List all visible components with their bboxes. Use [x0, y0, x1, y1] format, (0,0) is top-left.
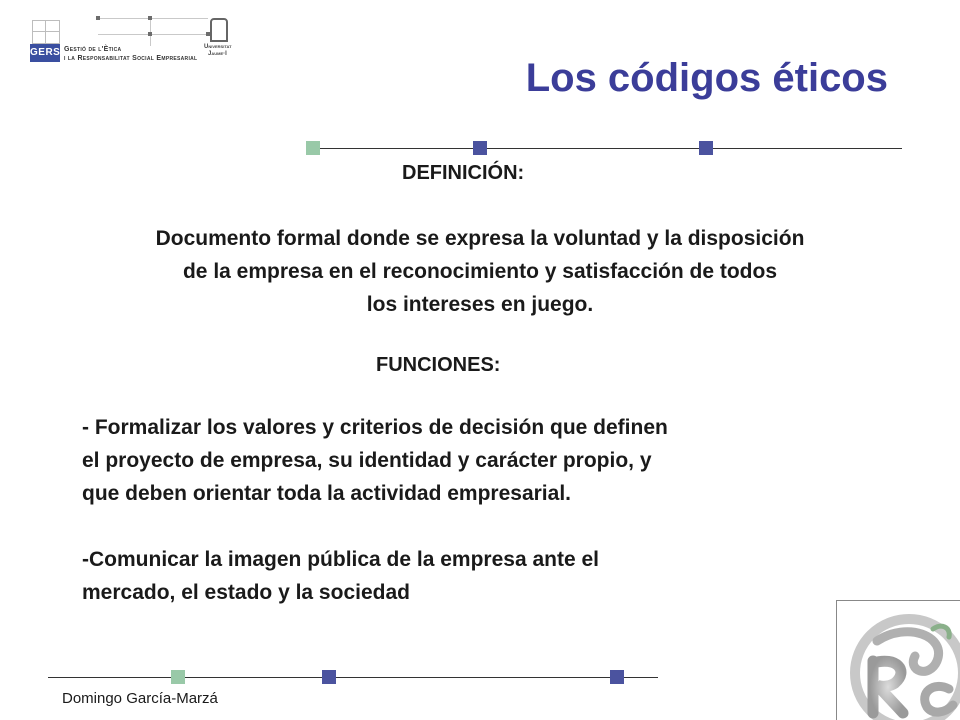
functions-heading: FUNCIONES:: [376, 354, 501, 376]
divider-square-blue: [322, 670, 336, 684]
definition-heading: DEFINICIÓN:: [402, 162, 525, 184]
divider-square-green: [306, 141, 320, 155]
logo-grid-icon: [32, 20, 60, 44]
university-crest-icon: [210, 18, 228, 42]
bottom-divider-line: [48, 677, 658, 678]
footer-author: Domingo García-Marzá: [62, 690, 218, 707]
logo-text-line1: Gestió de l'Ètica: [64, 46, 122, 53]
divider-square-green: [171, 670, 185, 684]
university-name-line2: Jaume·I: [208, 51, 227, 57]
corner-emblem-logo: [836, 600, 960, 720]
function-line: el proyecto de empresa, su identidad y carácter propio, y: [82, 449, 652, 472]
divider-square-blue: [610, 670, 624, 684]
function-item-2: [82, 543, 882, 609]
definition-line: los intereses en juego.: [366, 293, 594, 316]
university-name-line1: Universitat: [204, 44, 232, 50]
emblem-icon: [837, 601, 960, 720]
divider-square-blue: [699, 141, 713, 155]
definition-line: Documento formal donde se expresa la voluntad y la disposición: [155, 227, 805, 250]
gerse-logo: [22, 14, 252, 70]
definition-line: de la empresa en el reconocimiento y satisfacción de todos: [182, 260, 778, 283]
logo-text-line2: i la Responsabilitat Social Empresarial: [64, 55, 198, 62]
function-item-1: [82, 411, 882, 510]
function-line: que deben orientar toda la actividad empresarial.: [82, 482, 571, 505]
divider-square-blue: [473, 141, 487, 155]
gerse-brand: GERSE: [30, 44, 60, 62]
definition-text: [40, 222, 920, 321]
function-line: - Formalizar los valores y criterios de decisión que definen: [82, 416, 668, 439]
page-title: Los códigos éticos: [525, 56, 888, 100]
top-divider-line: [312, 148, 902, 149]
function-line: mercado, el estado y la sociedad: [82, 581, 410, 604]
function-line: -Comunicar la imagen pública de la empresa ante el: [82, 548, 600, 571]
